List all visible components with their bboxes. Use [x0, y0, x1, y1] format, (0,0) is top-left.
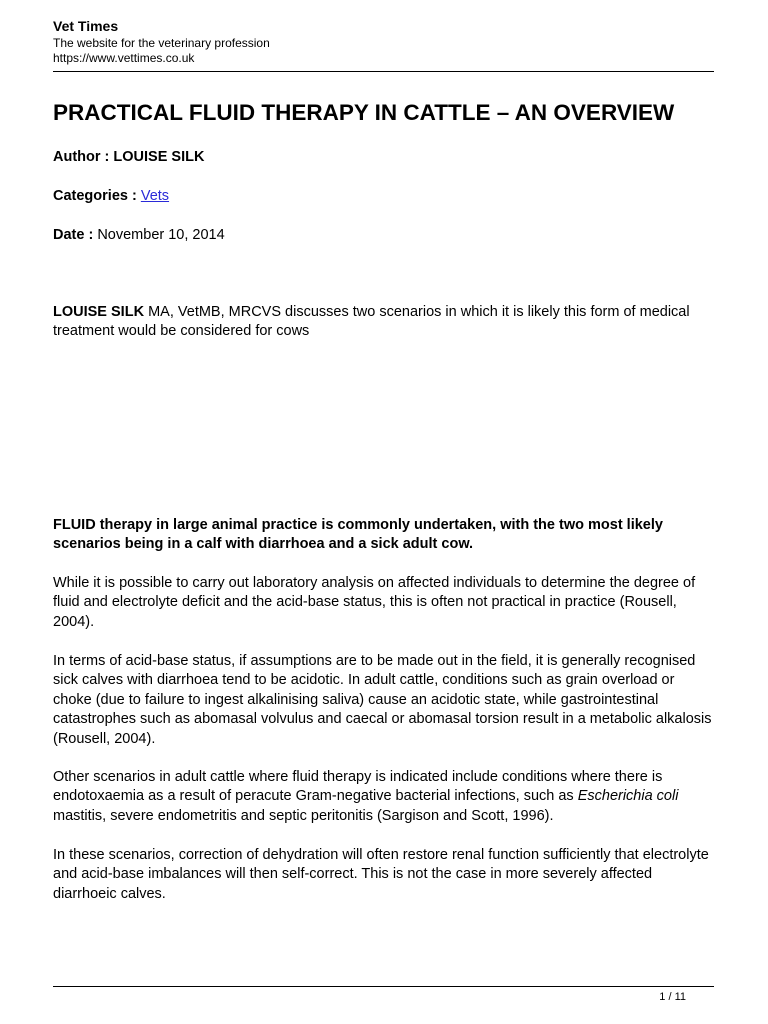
date-value: November 10, 2014	[97, 227, 225, 243]
site-name: Vet Times	[53, 18, 119, 34]
intro-paragraph	[53, 303, 717, 342]
lead-paragraph: FLUID therapy in large animal practice is commonly undertaken, with the two most likely scenarios being in a calf with diarrhoea and a sick adult cow.	[53, 517, 663, 553]
intro-text: MA, VetMB, MRCVS discusses two scenarios in which it is likely this form of medical treatment would be considered for cows	[53, 304, 690, 340]
article-title: PRACTICAL FLUID THERAPY IN CATTLE – AN OVERVIEW	[53, 100, 675, 125]
categories-label: Categories :	[53, 188, 137, 204]
body-paragraph-3: Other scenarios in adult cattle where fluid therapy is indicated include conditions where there is endotoxaemia as a result of peracute Gram-negative bacterial infections, such as Escherichia coli mastitis, severe endometritis and septic peritonitis (Sargison and Scott, 1996).	[53, 769, 679, 824]
site-tagline: The website for the veterinary profession	[53, 36, 270, 50]
body-paragraph-2: In terms of acid-base status, if assumptions are to be made out in the field, it is generally recognised sick calves with diarrhoea tend to be acidotic. In adult cattle, conditions such as grain overload or choke (due to failure to ingest alkalinising saliva) cause an acidotic state, while gastrointestinal catastrophes such as abomasal volvulus and caecal or abomasal torsion result in a metabolic alkalosis (Rousell, 2004).	[53, 653, 712, 747]
body-paragraph-1: While it is possible to carry out laboratory analysis on affected individuals to determine the degree of fluid and electrolyte deficit and the acid-base status, this is often not practical in practice (Rousell, 2004).	[53, 575, 696, 630]
author-line	[53, 148, 204, 167]
category-link-vets[interactable]: Vets	[140, 188, 170, 204]
author-name: LOUISE SILK	[113, 149, 205, 165]
body-paragraph-4: In these scenarios, correction of dehydration will often restore renal function sufficiently that electrolyte and acid-base imbalances will then self-correct. This is not the case in more severely affected diarrhoeic calves.	[53, 847, 709, 902]
author-label: Author : LOUISE SILK	[53, 149, 205, 165]
categories-line	[53, 187, 169, 206]
header-divider	[53, 71, 714, 72]
intro-author: LOUISE SILK	[53, 304, 145, 320]
date-line	[53, 226, 225, 245]
site-header	[53, 17, 714, 66]
site-url: https://www.vettimes.co.uk	[53, 51, 195, 65]
page-number: 1 / 11	[659, 991, 686, 1003]
species-italic: Escherichia coli	[577, 788, 679, 805]
date-label: Date :	[53, 227, 94, 243]
footer-divider	[53, 986, 714, 987]
